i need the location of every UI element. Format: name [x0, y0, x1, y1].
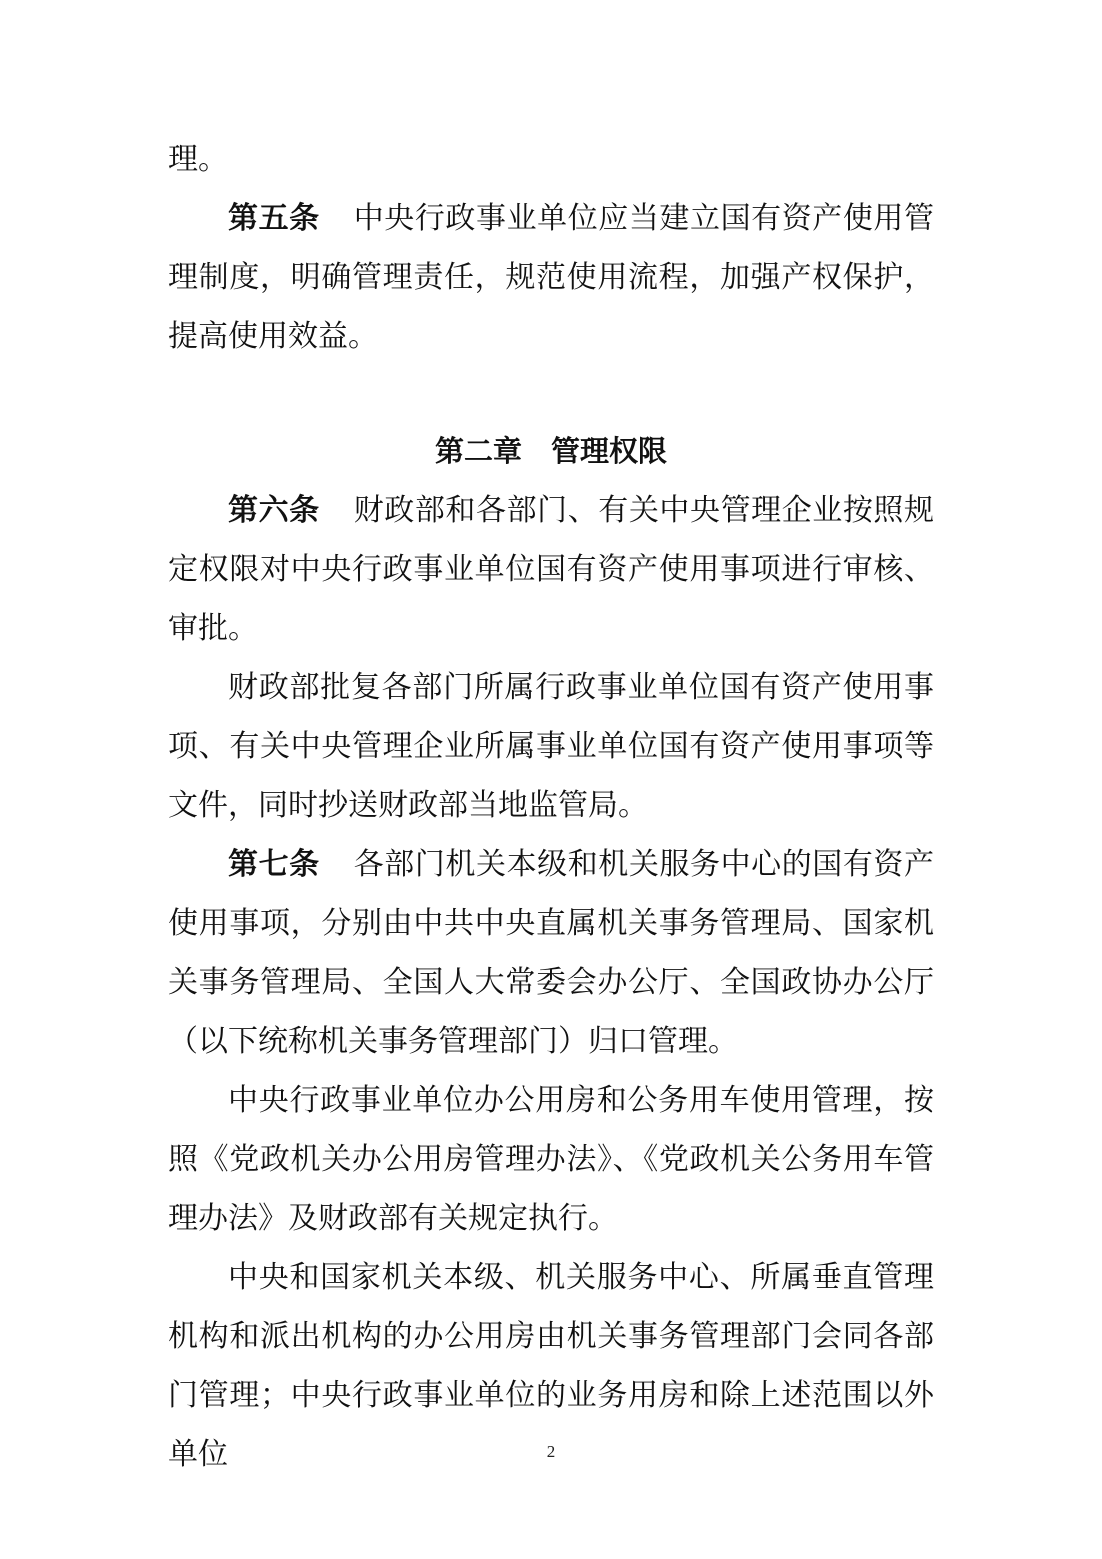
article-7-paragraph-2 — [168, 1071, 934, 1248]
article-text: 中央行政事业单位应当建立国有资产使用管理制度，明确管理责任，规范使用流程，加强产权保护，提高使用效益。 — [168, 201, 935, 354]
article-text: 各部门机关本级和机关服务中心的国有资产使用事项，分别由中共中央直属机关事务管理局、国家机关事务管理局、全国人大常委会办公厅、全国政协办公厅（以下统称机关事务管理部门）归口管理。 — [168, 847, 935, 1059]
paragraph-text: 中央行政事业单位办公用房和公务用车使用管理，按照《党政机关办公用房管理办法》、《党政机关公务用车管理办法》及财政部有关规定执行。 — [168, 1083, 934, 1236]
paragraph-text: 中央和国家机关本级、机关服务中心、所属垂直管理机构和派出机构的办公用房由机关事务管理部门会同各部门管理；中央行政事业单位的业务用房和除上述范围以外单位 — [168, 1260, 934, 1472]
chapter-heading: 第二章 管理权限 — [434, 434, 667, 468]
article-label: 第七条 — [228, 847, 320, 882]
article-7 — [168, 835, 934, 1071]
page-number: 2 — [546, 1442, 556, 1461]
paragraph-text: 财政部批复各部门所属行政事业单位国有资产使用事项、有关中央管理企业所属事业单位国有资产使用事项等文件，同时抄送财政部当地监管局。 — [168, 670, 934, 823]
article-6-paragraph-2 — [168, 658, 934, 835]
paragraph-continuation — [168, 130, 934, 189]
article-label: 第五条 — [228, 201, 320, 236]
paragraph-text: 理。 — [168, 142, 228, 177]
article-text: 财政部和各部门、有关中央管理企业按照规定权限对中央行政事业单位国有资产使用事项进行审核、审批。 — [168, 493, 935, 646]
article-6 — [168, 481, 934, 658]
article-5 — [168, 189, 934, 366]
article-label: 第六条 — [228, 493, 320, 528]
document-body — [168, 130, 934, 1484]
